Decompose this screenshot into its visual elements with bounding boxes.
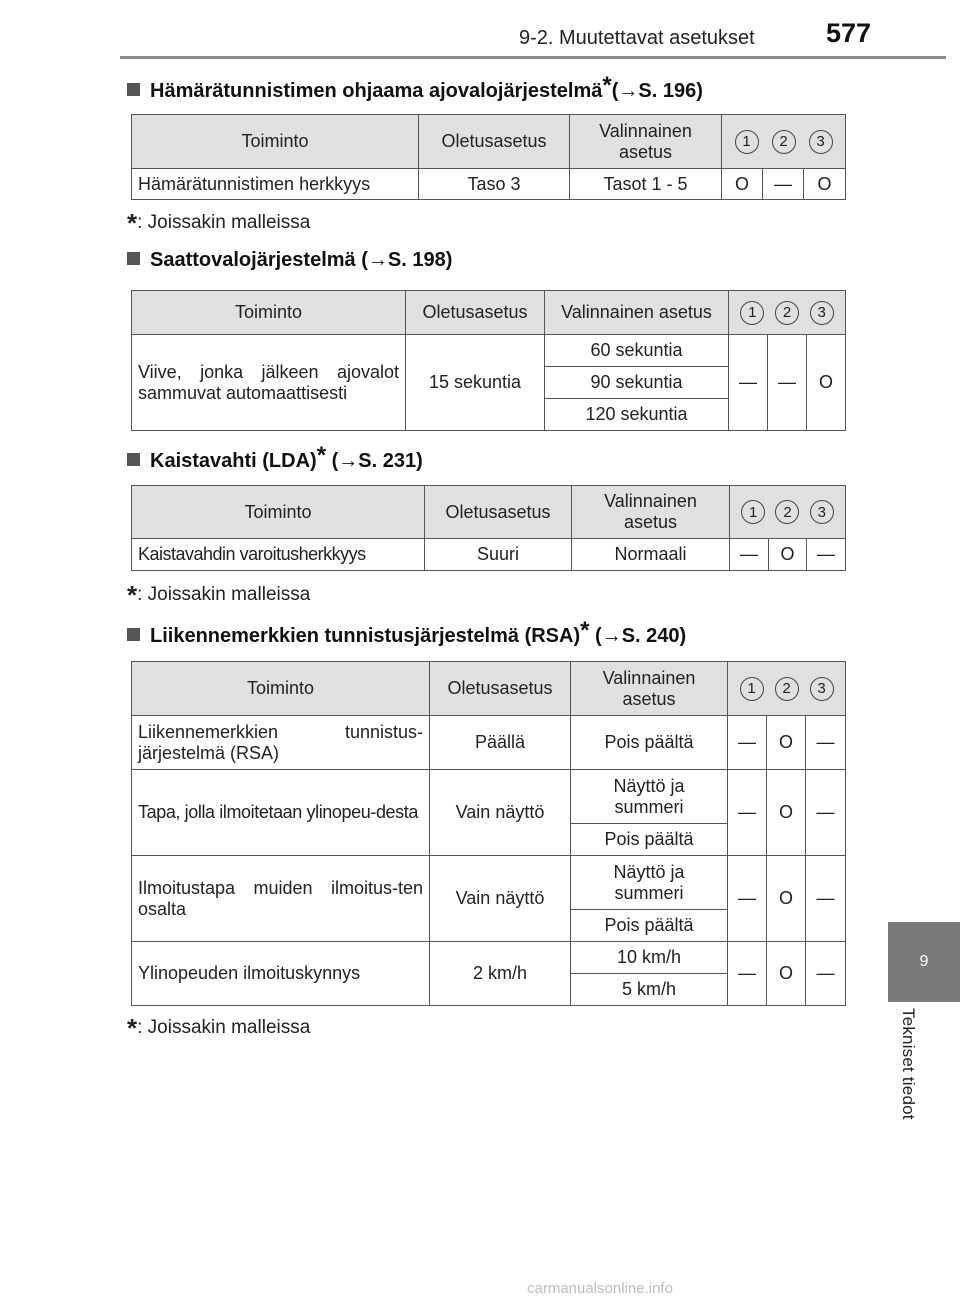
column-header-default: Oletusasetus	[425, 486, 572, 539]
column-header-function: Toiminto	[132, 486, 425, 539]
column-header-models	[730, 486, 846, 539]
cell-option: Pois päältä	[571, 910, 728, 942]
cell-mark-3: —	[806, 942, 846, 1006]
table-row	[132, 770, 846, 824]
section-title-2: Saattovalojärjestelmä (→S. 198)	[127, 249, 452, 272]
column-header-default: Oletusasetus	[406, 291, 545, 335]
number-1-icon: 1	[735, 130, 759, 154]
cell-function: Ylinopeuden ilmoituskynnys	[132, 942, 430, 1006]
cell-mark-3: O	[807, 335, 846, 431]
column-header-optional: Valinnainen asetus	[572, 486, 730, 539]
column-header-optional: Valinnainen asetus	[570, 115, 722, 169]
cell-mark-2: O	[767, 942, 806, 1006]
table-row	[132, 942, 846, 974]
page-number: 577	[826, 18, 872, 48]
cell-option: Pois päältä	[571, 824, 728, 856]
cell-option: Pois päältä	[571, 716, 728, 770]
cell-mark-2: O	[767, 856, 806, 942]
table-row	[132, 335, 846, 367]
number-2-icon: 2	[775, 301, 799, 325]
cell-default: Päällä	[430, 716, 571, 770]
settings-table-1	[131, 114, 846, 200]
number-1-icon: 1	[741, 500, 765, 524]
number-1-icon: 1	[740, 301, 764, 325]
settings-table-4	[131, 661, 846, 1006]
bullet-square-icon	[127, 628, 140, 641]
number-3-icon: 3	[810, 500, 834, 524]
footnote-3: *: Joissakin malleissa	[127, 1013, 311, 1043]
section-title-4: Liikennemerkkien tunnistusjärjestelmä (RSA)* (→S. 240)	[127, 617, 686, 648]
number-2-icon: 2	[775, 500, 799, 524]
cell-mark-1: —	[728, 856, 767, 942]
cell-mark-1: —	[730, 539, 769, 571]
cell-function: Liikennemerkkien tunnistus-järjestelmä (RSA)	[132, 716, 430, 770]
cell-function: Viive, jonka jälkeen ajovalot sammuvat automaattisesti	[132, 335, 406, 431]
footnote-2: *: Joissakin malleissa	[127, 580, 311, 610]
column-header-models	[729, 291, 846, 335]
cell-option: Normaali	[572, 539, 730, 571]
section-title-1: Hämärätunnistimen ohjaama ajovalojärjestelmä*(→S. 196)	[127, 72, 703, 103]
cell-mark-3: —	[806, 856, 846, 942]
number-3-icon: 3	[809, 130, 833, 154]
cell-mark-2: —	[763, 169, 804, 200]
number-1-icon: 1	[740, 677, 764, 701]
bullet-square-icon	[127, 83, 140, 96]
footnote-1: *: Joissakin malleissa	[127, 208, 311, 238]
cell-mark-3: O	[804, 169, 846, 200]
cell-default: Vain näyttö	[430, 856, 571, 942]
chapter-label: Tekniset tiedot	[899, 1008, 918, 1120]
cell-mark-1: —	[728, 942, 767, 1006]
header-divider	[120, 56, 946, 59]
table-row	[132, 856, 846, 910]
column-header-function: Toiminto	[132, 115, 419, 169]
cell-option: 10 km/h	[571, 942, 728, 974]
cell-mark-3: —	[806, 770, 846, 856]
cell-function: Kaistavahdin varoitusherkkyys	[132, 539, 425, 571]
column-header-function: Toiminto	[132, 662, 430, 716]
cell-option: 60 sekuntia	[545, 335, 729, 367]
cell-default: Vain näyttö	[430, 770, 571, 856]
cell-mark-3: —	[807, 539, 846, 571]
table-row	[132, 716, 846, 770]
column-header-default: Oletusasetus	[419, 115, 570, 169]
cell-default: Suuri	[425, 539, 572, 571]
cell-mark-2: O	[769, 539, 807, 571]
cell-option: 120 sekuntia	[545, 399, 729, 431]
cell-option: Näyttö ja summeri	[571, 856, 728, 910]
cell-mark-3: —	[806, 716, 846, 770]
cell-option: 5 km/h	[571, 974, 728, 1006]
cell-mark-2: O	[767, 770, 806, 856]
cell-function: Hämärätunnistimen herkkyys	[132, 169, 419, 200]
number-3-icon: 3	[810, 677, 834, 701]
chapter-tab: 9	[888, 922, 960, 1002]
settings-table-3	[131, 485, 846, 571]
cell-mark-2: O	[767, 716, 806, 770]
column-header-default: Oletusasetus	[430, 662, 571, 716]
cell-mark-1: O	[722, 169, 763, 200]
column-header-optional: Valinnainen asetus	[545, 291, 729, 335]
settings-table-2	[131, 290, 846, 431]
bullet-square-icon	[127, 252, 140, 265]
cell-mark-1: —	[728, 770, 767, 856]
number-3-icon: 3	[810, 301, 834, 325]
column-header-optional: Valinnainen asetus	[571, 662, 728, 716]
bullet-square-icon	[127, 453, 140, 466]
cell-mark-2: —	[768, 335, 807, 431]
cell-default: 15 sekuntia	[406, 335, 545, 431]
section-title-3: Kaistavahti (LDA)* (→S. 231)	[127, 442, 423, 473]
table-row	[132, 539, 846, 571]
header-section-title: 9-2. Muutettavat asetukset	[519, 27, 755, 49]
cell-function: Tapa, jolla ilmoitetaan ylinopeu-desta	[132, 770, 430, 856]
cell-function: Ilmoitustapa muiden ilmoitus-ten osalta	[132, 856, 430, 942]
cell-default: 2 km/h	[430, 942, 571, 1006]
number-2-icon: 2	[775, 677, 799, 701]
column-header-function: Toiminto	[132, 291, 406, 335]
cell-option: 90 sekuntia	[545, 367, 729, 399]
cell-option: Näyttö ja summeri	[571, 770, 728, 824]
column-header-models	[728, 662, 846, 716]
column-header-models	[722, 115, 846, 169]
cell-mark-1: —	[728, 716, 767, 770]
watermark: carmanualsonline.info	[527, 1280, 673, 1297]
number-2-icon: 2	[772, 130, 796, 154]
cell-option: Tasot 1 - 5	[570, 169, 722, 200]
table-row	[132, 169, 846, 200]
cell-mark-1: —	[729, 335, 768, 431]
cell-default: Taso 3	[419, 169, 570, 200]
